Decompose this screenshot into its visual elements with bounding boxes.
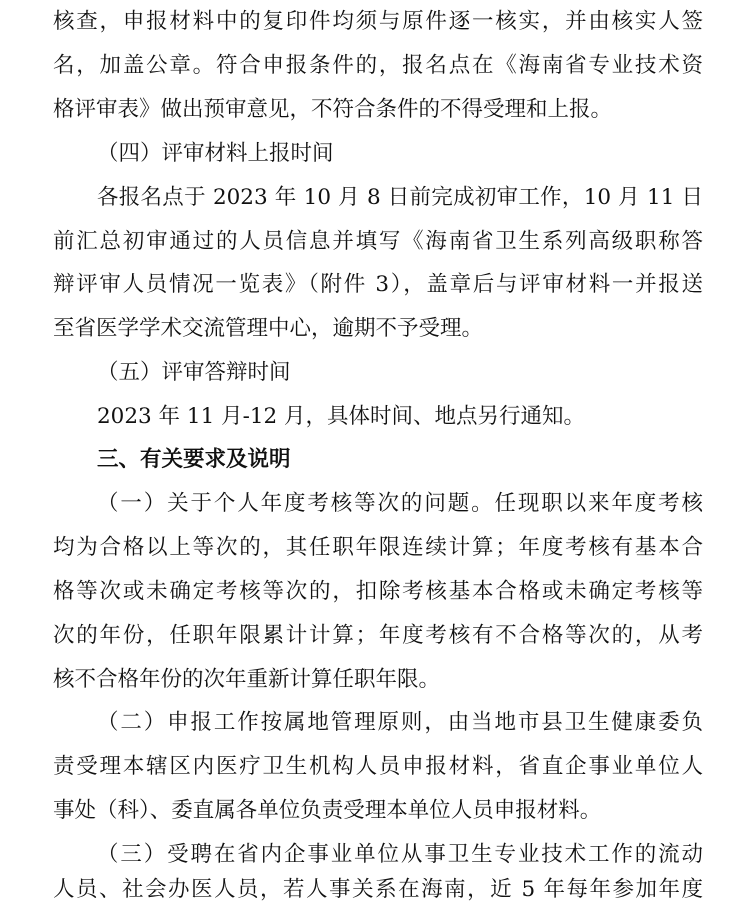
body-text-line: 辩评审人员情况一览表》（附件 3），盖章后与评审材料一并报送 [53, 272, 703, 297]
body-text-line: 责受理本辖区内医疗卫生机构人员申报材料，省直企事业单位人 [53, 754, 703, 779]
body-text-line: （三）受聘在省内企事业单位从事卫生专业技术工作的流动 [97, 842, 703, 867]
body-text-line: （二）申报工作按属地管理原则，由当地市县卫生健康委负 [97, 710, 703, 735]
chapter-heading-3: 三、有关要求及说明 [97, 447, 291, 472]
body-text-line: 各报名点于 2023 年 10 月 8 日前完成初审工作，10 月 11 日 [97, 185, 703, 210]
body-text-line: 名，加盖公章。符合申报条件的，报名点在《海南省专业技术资 [53, 53, 703, 78]
body-text-line: 至省医学学术交流管理中心，逾期不予受理。 [53, 316, 484, 341]
body-text-line: 核不合格年份的次年重新计算任职年限。 [53, 667, 441, 692]
body-text-line: 前汇总初审通过的人员信息并填写《海南省卫生系列高级职称答 [53, 229, 703, 254]
body-text-line: 核查，申报材料中的复印件均须与原件逐一核实，并由核实人签 [53, 9, 703, 34]
body-text-line: 2023 年 11 月-12 月，具体时间、地点另行通知。 [97, 404, 586, 429]
body-text-line: 格评审表》做出预审意见，不符合条件的不得受理和上报。 [53, 97, 613, 122]
body-text-line: 次的年份，任职年限累计计算；年度考核有不合格等次的，从考 [53, 623, 703, 648]
body-text-line: （一）关于个人年度考核等次的问题。任现职以来年度考核 [97, 491, 703, 516]
body-text-line: 均为合格以上等次的，其任职年限连续计算；年度考核有基本合 [53, 535, 703, 560]
body-text-line: 人员、社会办医人员，若人事关系在海南，近 5 年每年参加年度 [53, 877, 703, 902]
body-text-line: 格等次或未确定考核等次的，扣除考核基本合格或未确定考核等 [53, 579, 703, 604]
section-heading-5: （五）评审答辩时间 [97, 360, 291, 385]
section-heading-4: （四）评审材料上报时间 [97, 141, 334, 166]
body-text-line: 事处（科）、委直属各单位负责受理本单位人员申报材料。 [53, 798, 602, 823]
